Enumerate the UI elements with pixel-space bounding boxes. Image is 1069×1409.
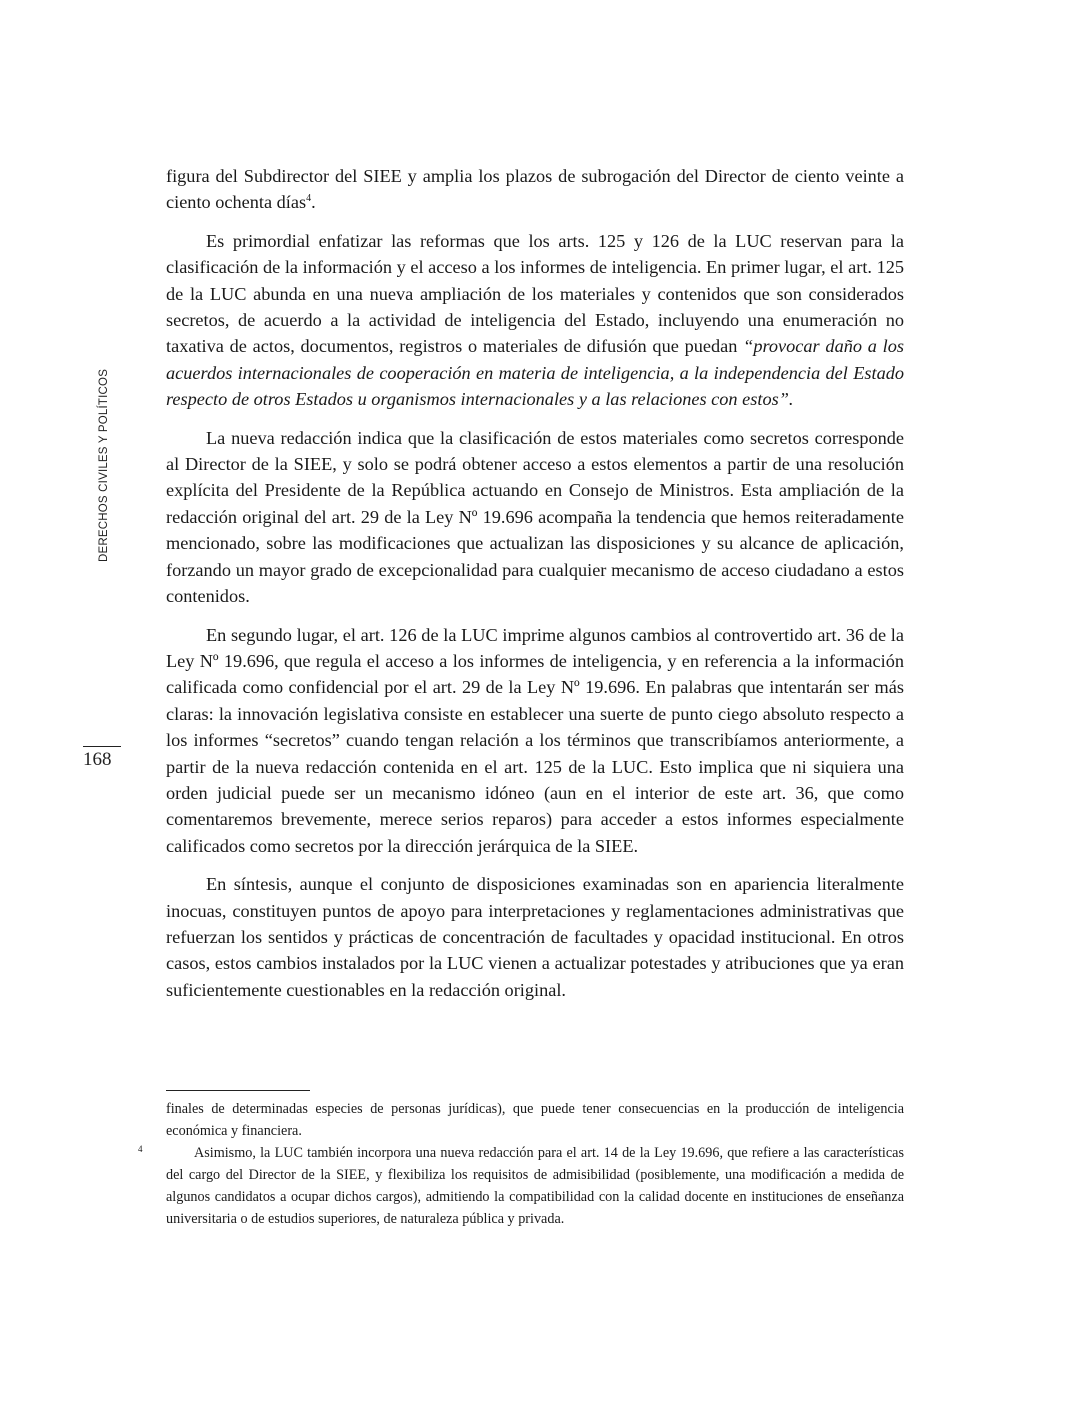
footnotes bbox=[138, 1098, 904, 1230]
running-header-text: DERECHOS CIVILES Y POLÍTICOS bbox=[98, 368, 110, 562]
paragraph-2-quote: “provocar daño a los acuerdos internacionales de cooperación en materia de inteligencia, a la independencia del Estado respecto de otros Estados u organismos internacionales y a las relaciones con estos”. bbox=[166, 336, 904, 410]
page-number-rule bbox=[83, 746, 121, 747]
page-number: 168 bbox=[83, 749, 112, 770]
paragraph-4: En segundo lugar, el art. 126 de la LUC imprime algunos cambios al controvertido art. 36 de la Ley Nº 19.696, que regula el acceso a los informes de inteligencia, y en referencia a la información calificada como confidencial por el art. 29 de la Ley Nº 19.696. En palabras que intentarán ser más claras: la innovación legislativa consiste en establecer una suerte de punto ciego absoluto respecto a los informes “secretos” cuando tengan relación a los términos que transcribíamos anteriormente, a partir de la nueva redacción contenida en el art. 125 de la LUC. Esto implica que ni siquiera una orden judicial puede ser un mecanismo idóneo (aun en el interior de este art. 36, que como comentaremos brevemente, merece serios reparos) para acceder a estos informes especialmente calificados como secretos por la dirección jerárquica de la SIEE. bbox=[166, 624, 904, 856]
footnote-separator bbox=[166, 1090, 310, 1091]
paragraph-3: La nueva redacción indica que la clasificación de estos materiales como secretos corresponde al Director de la SIEE, y solo se podrá obtener acceso a estos elementos a partir de una resolución explícita del Presidente de la República actuando en Consejo de Ministros. Esta ampliación de la redacción original del art. 29 de la Ley Nº 19.696 acompaña la tendencia que hemos reiteradamente mencionado, sobre las modificaciones que actualizan las disposiciones y su alcance de aplicación, forzando un mayor grado de excepcionalidad para cualquier mecanismo de acceso ciudadano a estos contenidos. bbox=[166, 427, 904, 607]
paragraph-2-text: Es primordial enfatizar las reformas que los arts. 125 y 126 de la LUC reservan para la clasificación de la información y el acceso a los informes de inteligencia. En primer lugar, el art. 125 de la LUC abunda en una nueva ampliación de los materiales y contenidos que son considerados secretos, de acuerdo a la actividad de inteligencia del Estado, incluyendo una enumeración no taxativa de actos, documentos, registros o materiales de difusión que puedan bbox=[166, 230, 904, 357]
paragraph-5: En síntesis, aunque el conjunto de disposiciones examinadas son en apariencia literalmente inocuas, constituyen puntos de apoyo para interpretaciones y reglamentaciones administrativas que refuerzan los sentidos y prácticas de concentración de facultades y opacidad institucional. En otros casos, estos cambios instalados por la LUC vienen a actualizar potestades y atribuciones que ya eran suficientemente cuestionables en la redacción original. bbox=[166, 874, 904, 1000]
footnote-4-text: Asimismo, la LUC también incorpora una nueva redacción para el art. 14 de la Ley 19.696, que refiere a las características del cargo del Director de la SIEE, y flexibiliza los requisitos de admisibilidad (posiblemente, una modificación a medida de algunos candidatos a ocupar dichos cargos), admitiendo la compatibilidad con la calidad docente en instituciones de enseñanza universitaria o de estudios superiores, de naturaleza pública y privada. bbox=[166, 1145, 904, 1227]
body-text bbox=[166, 163, 904, 1015]
paragraph-1-end: . bbox=[311, 192, 316, 213]
paragraph-1-text: figura del Subdirector del SIEE y amplia los plazos de subrogación del Director de ciento veinte a ciento ochenta días bbox=[166, 166, 904, 213]
paragraph-1 bbox=[166, 163, 904, 216]
paragraph-2 bbox=[166, 228, 904, 413]
footnote-continued: finales de determinadas especies de personas jurídicas), que puede tener consecuencias en la producción de inteligencia económica y financiera. bbox=[166, 1101, 904, 1139]
footnote-4 bbox=[138, 1142, 904, 1230]
footnote-4-number: 4 bbox=[138, 1144, 143, 1154]
footnote-ref-4[interactable]: 4 bbox=[306, 193, 312, 205]
